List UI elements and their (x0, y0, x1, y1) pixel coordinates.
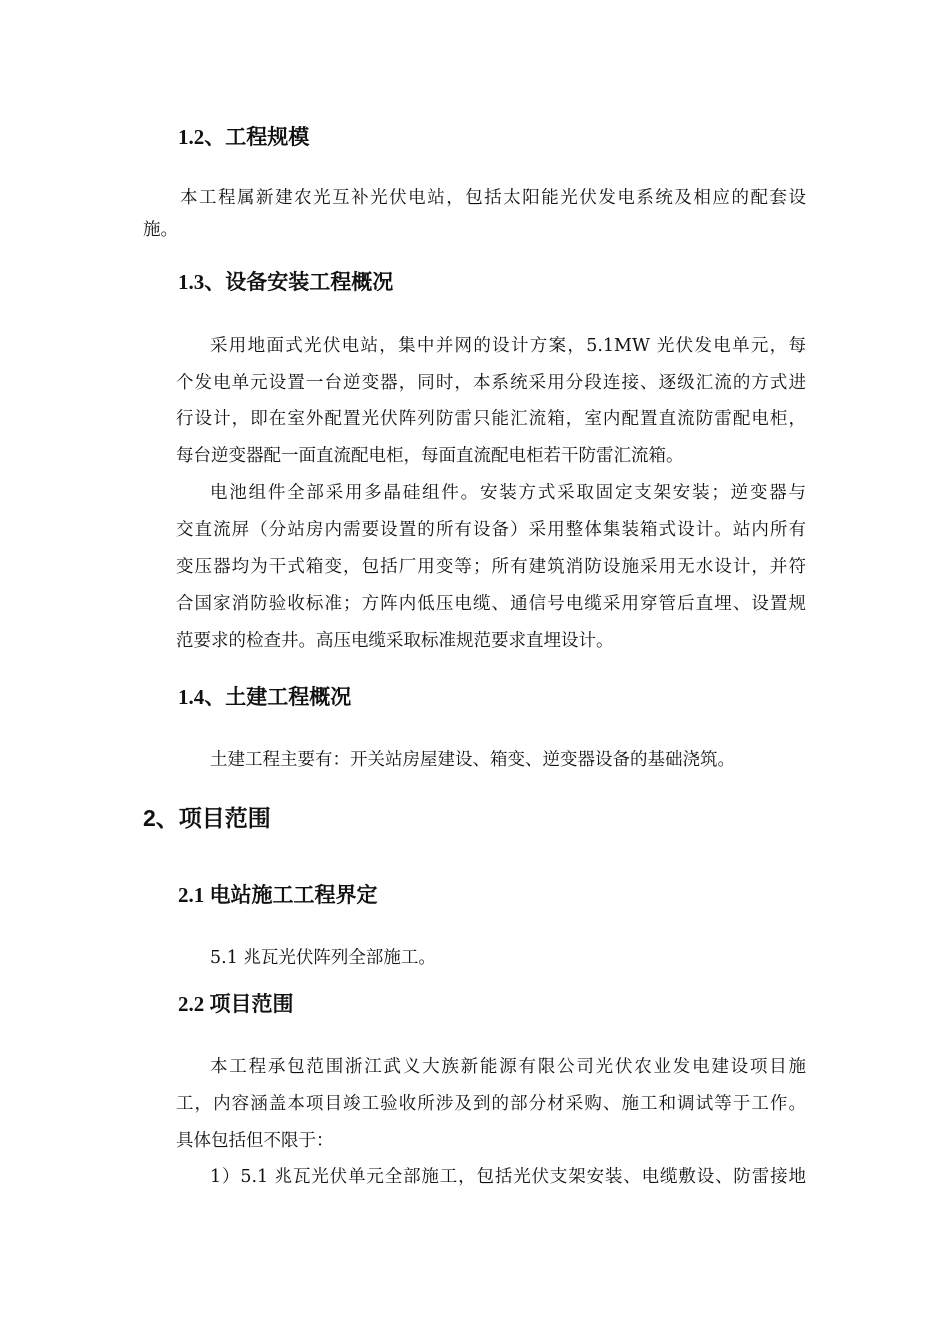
paragraph-line: 本工程承包范围浙江武义大族新能源有限公司光伏农业发电建设项目施 (210, 1057, 806, 1077)
paragraph-line: 施。 (143, 220, 178, 240)
section-heading-2: 2、项目范围 (143, 805, 271, 831)
paragraph-line: 采用地面式光伏电站，集中并网的设计方案，5.1MW 光伏发电单元，每 (210, 336, 806, 356)
paragraph-line: 5.1 兆瓦光伏阵列全部施工。 (210, 948, 436, 968)
paragraph-line: 个发电单元设置一台逆变器，同时，本系统采用分段连接、逐级汇流的方式进 (176, 373, 806, 393)
paragraph-line: 行设计，即在室外配置光伏阵列防雷只能汇流箱，室内配置直流防雷配电柜， (176, 409, 806, 429)
paragraph-line: 交直流屏（分站房内需要设置的所有设备）采用整体集装箱式设计。站内所有 (176, 520, 806, 540)
section-heading-1-4: 1.4、土建工程概况 (178, 685, 352, 709)
section-heading-1-2: 1.2、工程规模 (178, 125, 310, 149)
paragraph-line: 工，内容涵盖本项目竣工验收所涉及到的部分材采购、施工和调试等于工作。 (176, 1094, 806, 1114)
paragraph-line: 本工程属新建农光互补光伏电站，包括太阳能光伏发电系统及相应的配套设 (180, 188, 806, 208)
paragraph-line: 合国家消防验收标准；方阵内低压电缆、通信号电缆采用穿管后直埋、设置规 (176, 594, 806, 614)
section-heading-2-1: 2.1 电站施工工程界定 (178, 883, 378, 907)
section-heading-2-2: 2.2 项目范围 (178, 992, 294, 1016)
paragraph-line: 变压器均为干式箱变，包括厂用变等；所有建筑消防设施采用无水设计，并符 (176, 557, 806, 577)
paragraph-line: 具体包括但不限于： (176, 1131, 334, 1151)
paragraph-line: 土建工程主要有：开关站房屋建设、箱变、逆变器设备的基础浇筑。 (210, 750, 735, 770)
paragraph-line: 范要求的检查井。高压电缆采取标准规范要求直埋设计。 (176, 631, 614, 651)
paragraph-line: 电池组件全部采用多晶硅组件。安装方式采取固定支架安装；逆变器与 (210, 483, 806, 503)
paragraph-line: 每台逆变器配一面直流配电柜，每面直流配电柜若干防雷汇流箱。 (176, 446, 684, 466)
paragraph-line: 1）5.1 兆瓦光伏单元全部施工，包括光伏支架安装、电缆敷设、防雷接地 (210, 1167, 806, 1187)
section-heading-1-3: 1.3、设备安装工程概况 (178, 270, 394, 294)
